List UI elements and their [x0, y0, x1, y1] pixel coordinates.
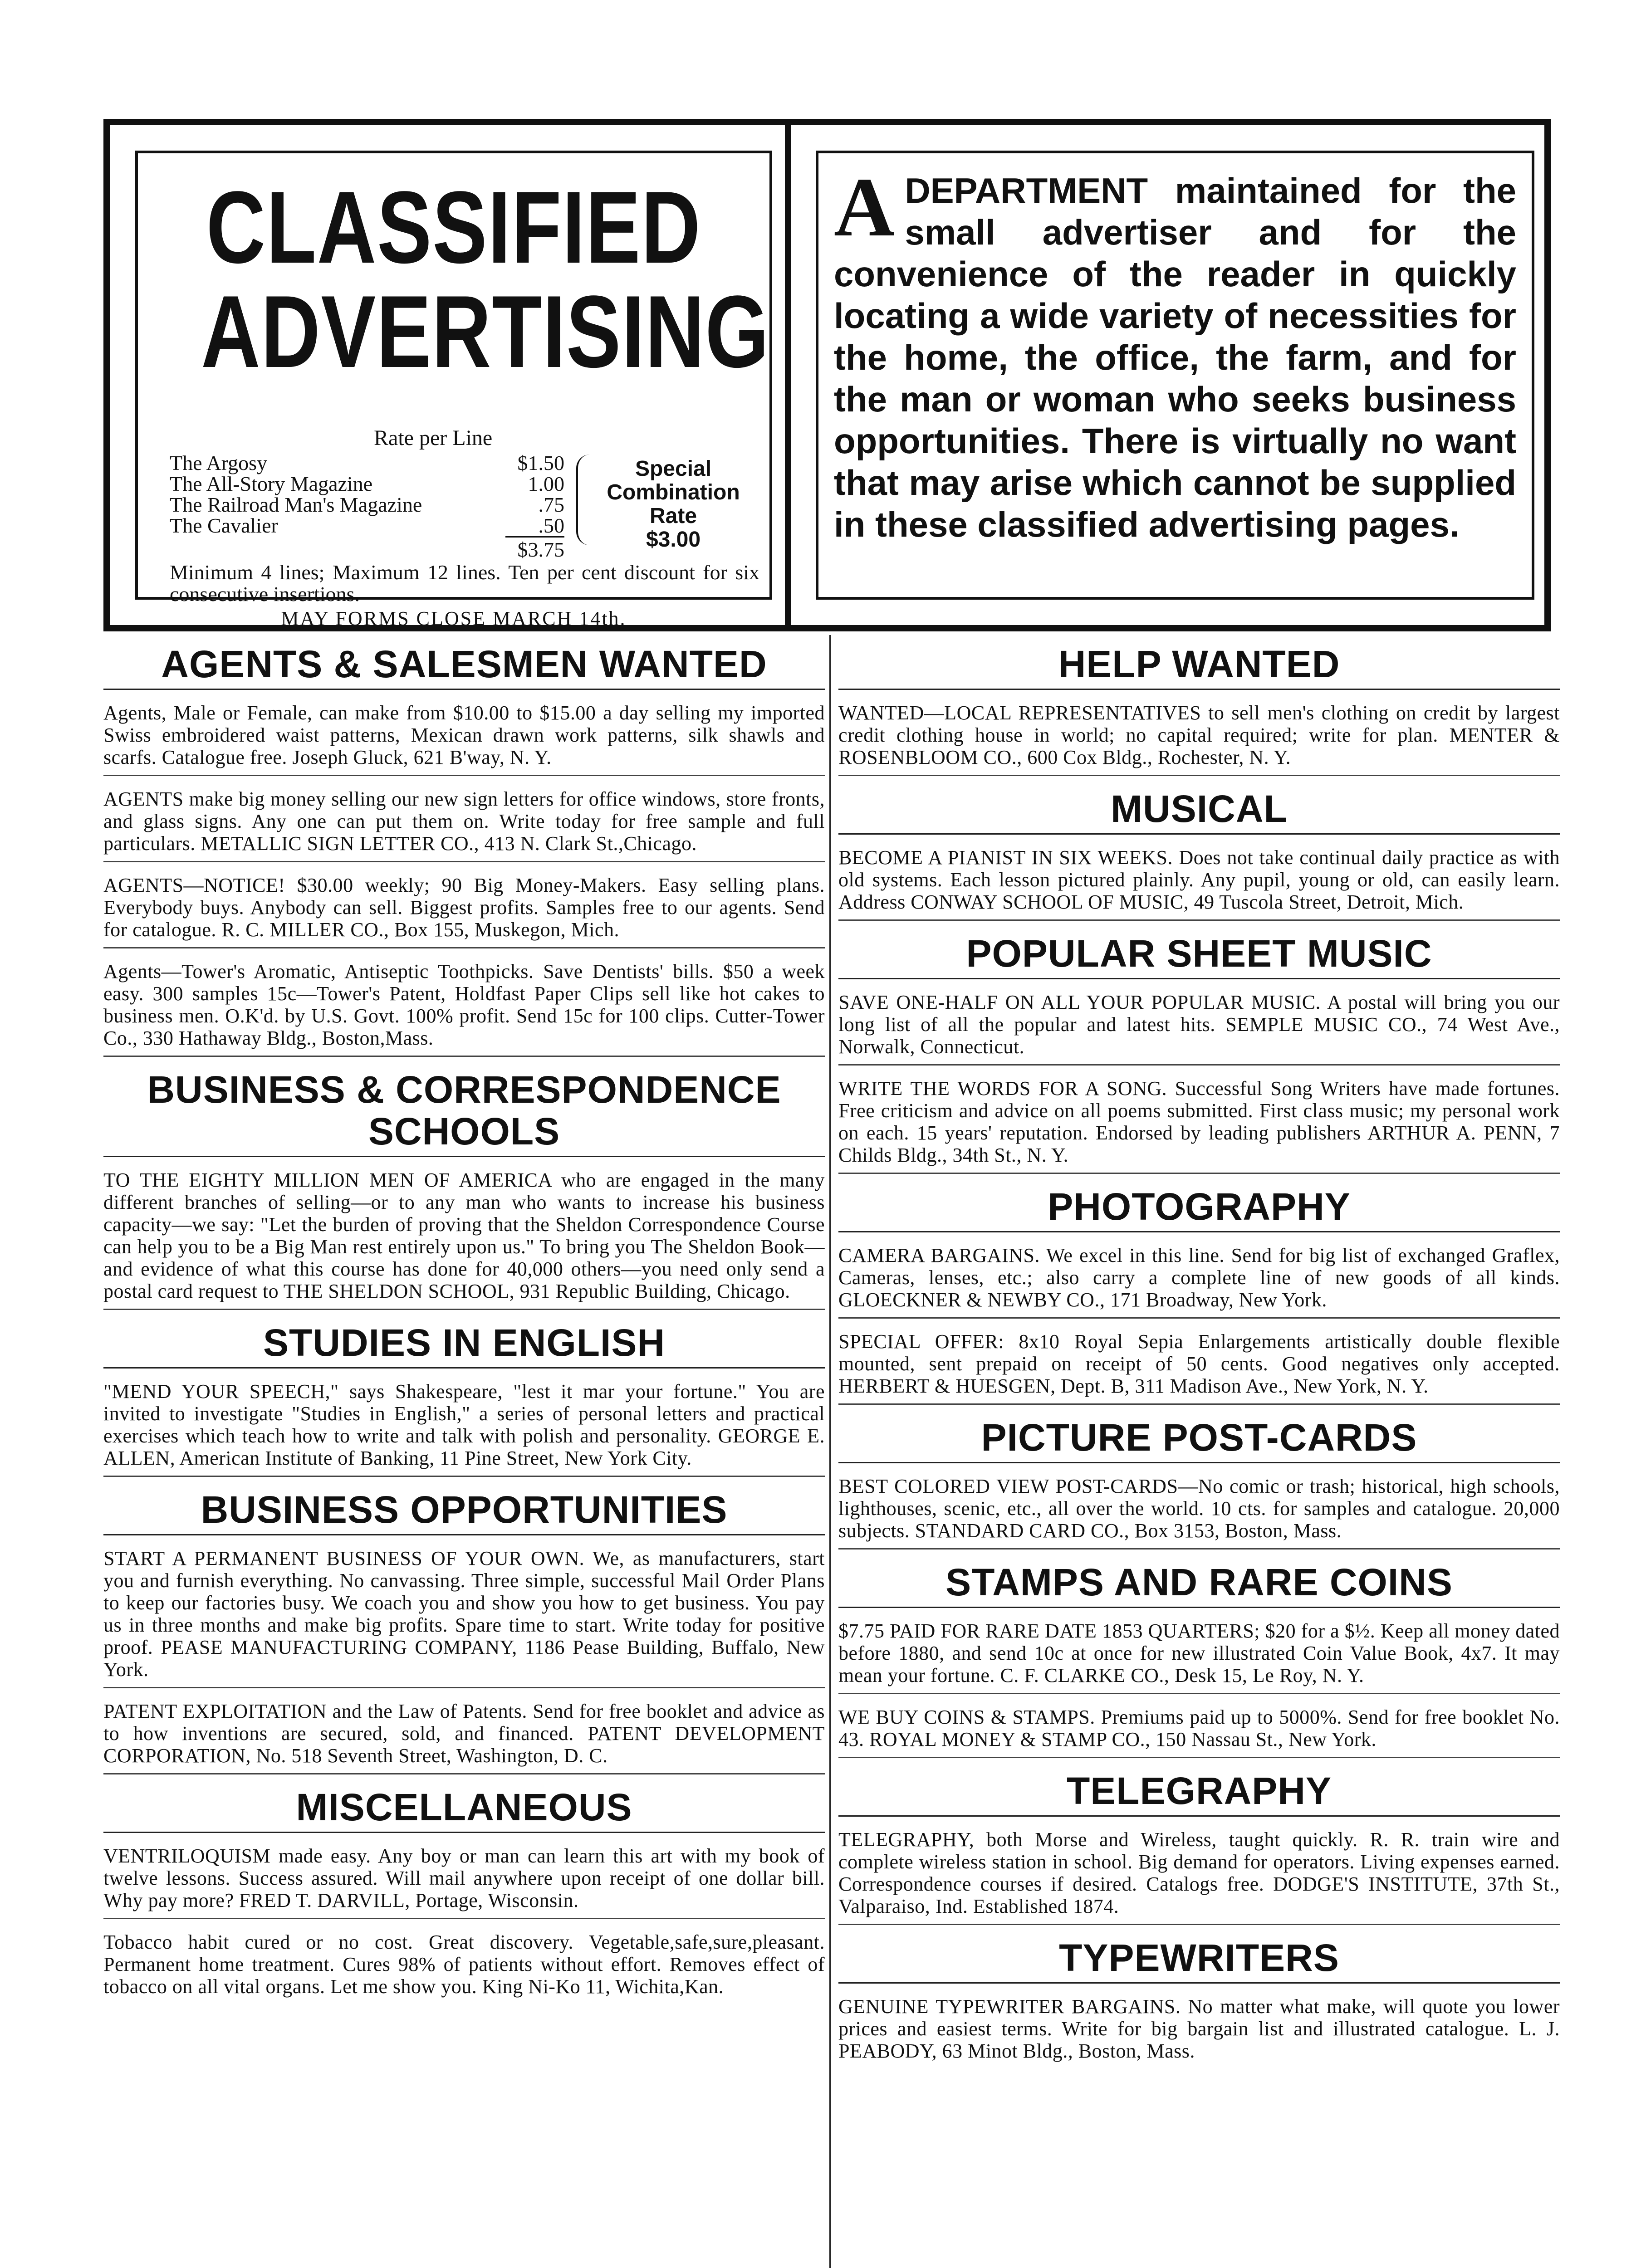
- section-rule: [838, 1607, 1560, 1608]
- section-title: HELP WANTED: [1058, 643, 1340, 685]
- section-rule: [838, 978, 1560, 979]
- ad-divider: [838, 1924, 1560, 1925]
- rate-heading: Rate per Line: [374, 426, 493, 450]
- brace-mark: [576, 455, 592, 545]
- section-rule: [838, 1982, 1560, 1984]
- drop-cap: A: [834, 161, 895, 254]
- section-business-opportunities: [103, 1489, 825, 1774]
- ad-text: TELEGRAPHY, both Morse and Wireless, taught quickly. R. R. train wire and complete wireless station in school. Big demand for operators. Living expenses earned. Correspondence courses if desired. Catalogs free. DODGE'S INSTITUTE, 37th St., Valparaiso, Ind. Established 1874.: [838, 1828, 1560, 1917]
- ad-text: GENUINE TYPEWRITER BARGAINS. No matter what make, will quote you lower prices and easiest terms. Write for big bargain list and illustrated catalogue. L. J. PEABODY, 63 Minot Bldg., Boston, Mass.: [838, 1995, 1560, 2062]
- rate-price: .75: [538, 493, 564, 516]
- section-picture-post-cards: [838, 1417, 1560, 1549]
- ad-divider: [103, 1773, 825, 1774]
- left-column: [103, 635, 825, 2002]
- ad-text: START A PERMANENT BUSINESS OF YOUR OWN. We, as manufacturers, start you and furnish everything. No canvassing. Three simple, successful Mail Order Plans to keep our factories busy. We coach you and show you how to get business. You pay us in three months and make big profits. Spare time to start. Write today for positive proof. PEASE MANUFACTURING COMPANY, 1186 Pease Building, Buffalo, New York.: [103, 1547, 825, 1681]
- forms-close-note: MAY FORMS CLOSE MARCH 14th.: [281, 607, 627, 630]
- section-title: STUDIES IN ENGLISH: [263, 1321, 666, 1364]
- ad-divider: [838, 775, 1560, 776]
- ad-text: $7.75 PAID FOR RARE DATE 1853 QUARTERS; $20 for a $½. Keep all money dated before 1880, and send 10c at once for new illustrated Coin Value Book, 4x7. It may mean your fortune. C. F. CLARKE CO., Desk 15, Le Roy, N. Y.: [838, 1620, 1560, 1686]
- section-miscellaneous: [103, 1786, 825, 1998]
- rate-name: The Argosy: [170, 451, 268, 474]
- ad-text: Tobacco habit cured or no cost. Great discovery. Vegetable,safe,sure,pleasant. Permanent home treatment. Cures 98% of patients without effort. Removes effect of tobacco on all vital organs. Let me show you. King Ni-Ko 11, Wichita,Kan.: [103, 1931, 825, 1998]
- special-combination-rate: [596, 457, 750, 552]
- ad-divider: [838, 1757, 1560, 1758]
- ad-divider: [103, 1309, 825, 1310]
- page-title-line1: CLASSIFIED: [206, 170, 701, 284]
- column-divider: [829, 635, 831, 2268]
- ad-text: AGENTS—NOTICE! $30.00 weekly; 90 Big Money-Makers. Easy selling plans. Everybody buys. Anybody can sell. Biggest profits. Samples free to our agents. Send for catalogue. R. C. MILLER CO., Box 155, Muskegon, Mich.: [103, 874, 825, 941]
- section-rule: [838, 1231, 1560, 1232]
- special-line: Special: [635, 457, 712, 481]
- ad-text: BECOME A PIANIST IN SIX WEEKS. Does not take continual daily practice as with old systems. Each lesson pictured plainly. Any pupil, young or old, can easily learn. Address CONWAY SCHOOL OF MUSIC, 49 Tuscola Street, Detroit, Mich.: [838, 846, 1560, 913]
- section-rule: [838, 1462, 1560, 1463]
- ad-text: Agents, Male or Female, can make from $10.00 to $15.00 a day selling my imported Swiss embroidered waist patterns, Mexican drawn work patterns, silk shawls and scarfs. Catalogue free. Joseph Gluck, 621 B'way, N. Y.: [103, 702, 825, 768]
- ad-divider: [103, 947, 825, 948]
- ad-text: TO THE EIGHTY MILLION MEN OF AMERICA who are engaged in the many different branches of selling—or to any man who wants to increase his business capacity—we say: "Let the burden of proving that the Sheldon Correspondence Course can help you to be a Big Man rest entirely upon us." To bring you The Sheldon Book—and evidence of what this course has done for 40,000 others—you need only send a postal card request to THE SHELDON SCHOOL, 931 Republic Building, Chicago.: [103, 1169, 825, 1302]
- ad-divider: [103, 1918, 825, 1919]
- minimum-lines-note: Minimum 4 lines; Maximum 12 lines. Ten per cent discount for six consecutive insertions.: [170, 561, 759, 606]
- ad-text: WE BUY COINS & STAMPS. Premiums paid up to 5000%. Send for free booklet No. 43. ROYAL MONEY & STAMP CO., 150 Nassau St., New York.: [838, 1706, 1560, 1750]
- rate-total: $3.75: [505, 536, 564, 562]
- special-line: Combination: [607, 480, 740, 504]
- ad-text: CAMERA BARGAINS. We excel in this line. Send for big list of exchanged Graflex, Cameras, lenses, etc.; also carry a complete line of new goods of all kinds. GLOECKNER & NEWBY CO., 171 Broadway, New York.: [838, 1244, 1560, 1311]
- ad-divider: [838, 1173, 1560, 1174]
- ad-text: AGENTS make big money selling our new sign letters for office windows, store fronts, and glass signs. Any one can put them on. Write today for free sample and full particulars. METALLIC SIGN LETTER CO., 413 N. Clark St.,Chicago.: [103, 788, 825, 855]
- section-stamps-and-coins: [838, 1561, 1560, 1758]
- rate-name: The All-Story Magazine: [170, 472, 373, 495]
- ad-text: PATENT EXPLOITATION and the Law of Patents. Send for free booklet and advice as to how inventions are secured, sold, and financed. PATENT DEVELOPMENT CORPORATION, No. 518 Seventh Street, Washington, D. C.: [103, 1700, 825, 1767]
- ad-text: BEST COLORED VIEW POST-CARDS—No comic or trash; historical, high schools, lighthouses, scenic, etc., all over the world. 10 cts. for samples and catalogue. 20,000 subjects. STANDARD CARD CO., Box 3153, Boston, Mass.: [838, 1475, 1560, 1542]
- rate-name: The Cavalier: [170, 514, 278, 537]
- section-rule: [838, 833, 1560, 835]
- section-title: PICTURE POST-CARDS: [981, 1416, 1417, 1459]
- section-title: BUSINESS & CORRESPONDENCE SCHOOLS: [147, 1068, 781, 1153]
- section-title: TYPEWRITERS: [1059, 1936, 1339, 1979]
- ad-divider: [838, 1317, 1560, 1319]
- section-rule: [103, 1367, 825, 1369]
- ad-divider: [103, 775, 825, 776]
- section-title: AGENTS & SALESMEN WANTED: [161, 643, 767, 685]
- ad-text: "MEND YOUR SPEECH," says Shakespeare, "lest it mar your fortune." You are invited to investigate "Studies in English," a series of personal letters and practical exercises which teach how to write and talk with polish and personality. GEORGE E. ALLEN, American Institute of Banking, 11 Pine Street, New York City.: [103, 1380, 825, 1469]
- ad-divider: [103, 1056, 825, 1057]
- ad-divider: [838, 1403, 1560, 1405]
- section-title: STAMPS AND RARE COINS: [945, 1561, 1453, 1603]
- section-rule: [103, 1156, 825, 1157]
- section-help-wanted: [838, 643, 1560, 776]
- ad-divider: [103, 861, 825, 862]
- section-telegraphy: [838, 1770, 1560, 1925]
- header-divider: [785, 125, 791, 625]
- right-column: [838, 635, 1560, 2067]
- classified-advertising-panel: [135, 151, 772, 630]
- ad-text: SAVE ONE-HALF ON ALL YOUR POPULAR MUSIC. A postal will bring you our long list of all the popular and latest hits. SEMPLE MUSIC CO., 74 West Ave., Norwalk, Connecticut.: [838, 991, 1560, 1058]
- rate-price: 1.00: [528, 472, 564, 495]
- ad-divider: [838, 1548, 1560, 1549]
- section-title: PHOTOGRAPHY: [1048, 1185, 1351, 1228]
- ad-text: Agents—Tower's Aromatic, Antiseptic Toothpicks. Save Dentists' bills. $50 a week easy. 300 samples 15c—Tower's Patent, Holdfast Paper Clips sell like hot cakes to business men. O.K'd. by U.S. Govt. 100% profit. Send 15c for 100 clips. Cutter-Tower Co., 330 Hathaway Bldg., Boston,Mass.: [103, 960, 825, 1049]
- ad-divider: [103, 1687, 825, 1688]
- section-title: BUSINESS OPPORTUNITIES: [201, 1488, 728, 1531]
- department-text: [834, 161, 1516, 545]
- rate-price: $1.50: [517, 451, 564, 474]
- special-line: $3.00: [646, 528, 701, 552]
- section-agents-salesmen: [103, 643, 825, 1057]
- ad-divider: [838, 1693, 1560, 1694]
- ad-text: SPECIAL OFFER: 8x10 Royal Sepia Enlargements artistically double flexible mounted, sent prepaid on receipt of 50 cents. Good negatives only accepted. HERBERT & HUESGEN, Dept. B, 311 Madison Ave., New York, N. Y.: [838, 1330, 1560, 1397]
- section-popular-sheet-music: [838, 933, 1560, 1174]
- section-correspondence-schools: [103, 1069, 825, 1310]
- page-title-line2: ADVERTISING: [201, 274, 770, 389]
- section-title: MUSICAL: [1111, 787, 1288, 830]
- rate-table: [170, 451, 759, 561]
- section-typewriters: [838, 1937, 1560, 2062]
- section-rule: [103, 1534, 825, 1535]
- section-rule: [103, 1832, 825, 1833]
- section-title: POPULAR SHEET MUSIC: [966, 932, 1432, 975]
- department-description-panel: [816, 151, 1534, 600]
- section-rule: [838, 689, 1560, 690]
- ad-divider: [103, 1476, 825, 1477]
- ad-text: VENTRILOQUISM made easy. Any boy or man can learn this art with my book of twelve lessons. Success assured. Will mail anywhere upon receipt of one dollar bill. Why pay more? FRED T. DARVILL, Portage, Wisconsin.: [103, 1845, 825, 1911]
- ad-divider: [838, 919, 1560, 921]
- department-body: DEPARTMENT maintained for the small advertiser and for the convenience of the reader in quickly locating a wide variety of necessities for the home, the office, the farm, and for the man or woman who seeks business opportunities. There is virtually no want that may arise which cannot be supplied in these classified advertising pages.: [834, 171, 1516, 544]
- section-title: TELEGRAPHY: [1066, 1769, 1332, 1812]
- section-musical: [838, 788, 1560, 921]
- section-studies-in-english: [103, 1322, 825, 1477]
- section-rule: [103, 689, 825, 690]
- ad-text: WANTED—LOCAL REPRESENTATIVES to sell men's clothing on credit by largest credit clothing house in world; no capital required; write for plan. MENTER & ROSENBLOOM CO., 600 Cox Bldg., Rochester, N. Y.: [838, 702, 1560, 768]
- section-title: MISCELLANEOUS: [296, 1786, 632, 1828]
- section-rule: [838, 1815, 1560, 1817]
- special-line: Rate: [649, 504, 697, 528]
- ad-text: WRITE THE WORDS FOR A SONG. Successful Song Writers have made fortunes. Free criticism and advice on all poems submitted. First class music; my personal work on each. 15 years' reputation. Endorsed by leading publishers ARTHUR A. PENN, 7 Childs Bldg., 34th St., N. Y.: [838, 1077, 1560, 1166]
- ad-divider: [838, 1064, 1560, 1066]
- rate-price: .50: [538, 514, 564, 537]
- rate-name: The Railroad Man's Magazine: [170, 493, 422, 516]
- header-box: [103, 119, 1551, 631]
- section-photography: [838, 1186, 1560, 1405]
